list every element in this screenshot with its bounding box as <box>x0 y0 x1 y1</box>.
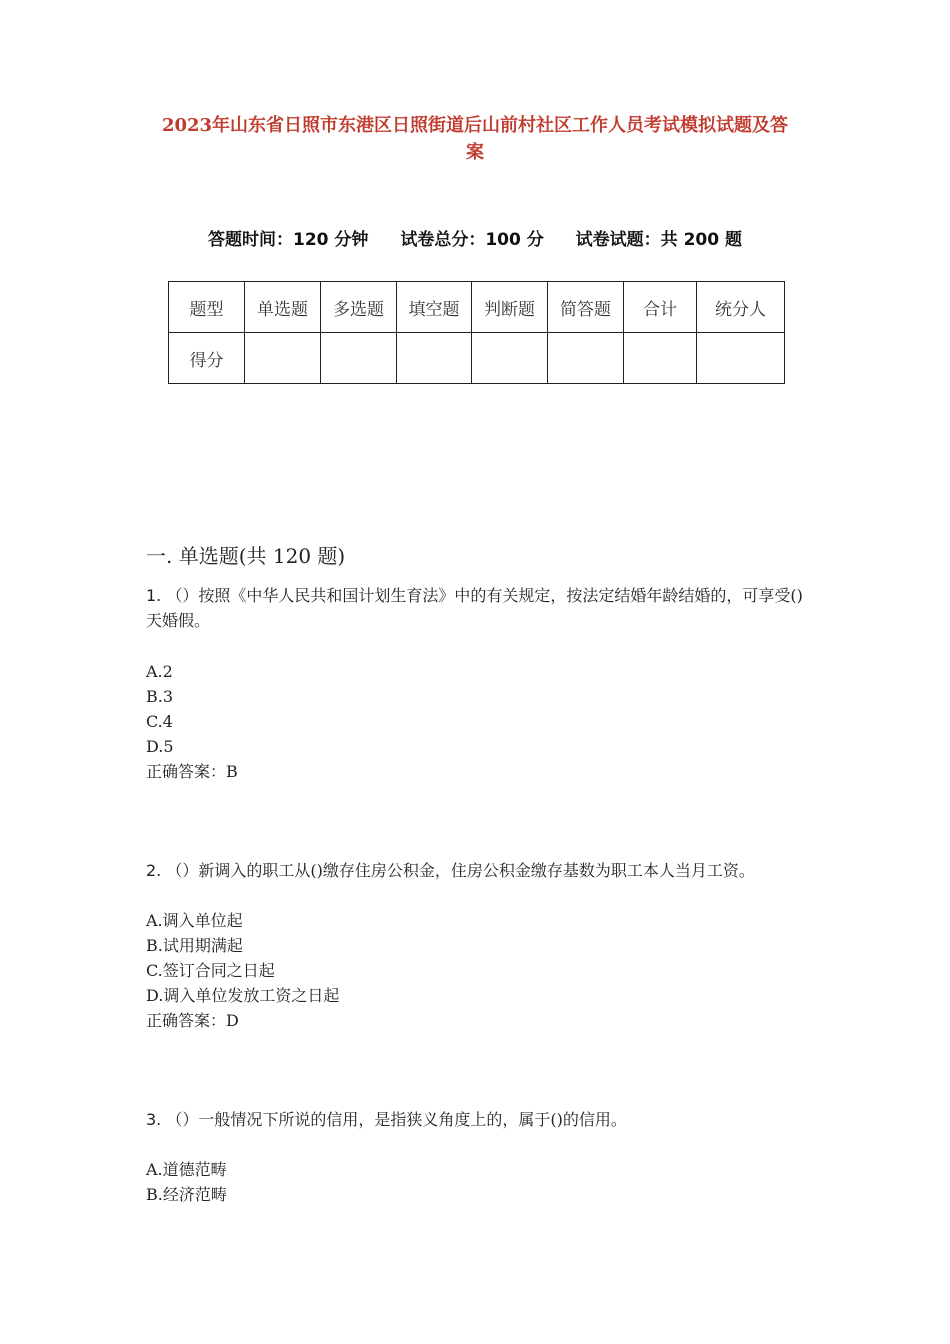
title-line-1: 2023年山东省日照市东港区日照街道后山前村社区工作人员考试模拟试题及答 <box>161 115 789 136</box>
score-cell[interactable] <box>697 333 785 384</box>
question-2 <box>146 858 816 883</box>
option-a: A.2 <box>146 662 173 681</box>
row-label-cell: 得分 <box>169 333 245 384</box>
exam-question-count: 试卷试题：共 200 题 <box>575 230 742 250</box>
question-1 <box>146 583 816 633</box>
score-table-header-row <box>169 282 785 333</box>
option-a: A.调入单位起 <box>146 911 243 930</box>
exam-total-score: 试卷总分：100 分 <box>400 230 544 250</box>
question-number: 2. <box>146 861 162 880</box>
option-b: B.试用期满起 <box>146 936 243 955</box>
header-cell: 判断题 <box>472 282 548 333</box>
header-cell: 题型 <box>169 282 245 333</box>
exam-meta <box>0 225 950 250</box>
option-d: D.5 <box>146 737 174 756</box>
document-title <box>140 112 810 166</box>
score-table-score-row <box>169 333 785 384</box>
option-b: B.经济范畴 <box>146 1185 227 1204</box>
correct-answer: 正确答案：B <box>146 762 238 781</box>
header-cell: 多选题 <box>321 282 397 333</box>
score-table <box>168 281 785 384</box>
question-3 <box>146 1107 816 1132</box>
score-cell[interactable] <box>472 333 548 384</box>
header-cell: 单选题 <box>245 282 321 333</box>
score-cell[interactable] <box>548 333 624 384</box>
option-b: B.3 <box>146 687 174 706</box>
question-text: （）一般情况下所说的信用，是指狭义角度上的，属于()的信用。 <box>166 1110 627 1129</box>
header-cell: 统分人 <box>697 282 785 333</box>
question-number: 3. <box>146 1110 162 1129</box>
score-cell[interactable] <box>397 333 472 384</box>
header-cell: 简答题 <box>548 282 624 333</box>
question-text: （）新调入的职工从()缴存住房公积金，住房公积金缴存基数为职工本人当月工资。 <box>166 861 755 880</box>
header-cell: 合计 <box>624 282 697 333</box>
score-cell[interactable] <box>321 333 397 384</box>
option-c: C.4 <box>146 712 173 731</box>
score-cell[interactable] <box>624 333 697 384</box>
section-title: 一. 单选题(共 120 题) <box>146 544 346 568</box>
title-line-2: 案 <box>466 142 484 163</box>
question-text: （）按照《中华人民共和国计划生育法》中的有关规定，按法定结婚年龄结婚的，可享受()天婚假。 <box>146 586 803 630</box>
option-c: C.签订合同之日起 <box>146 961 275 980</box>
header-cell: 填空题 <box>397 282 472 333</box>
score-cell[interactable] <box>245 333 321 384</box>
exam-time: 答题时间：120 分钟 <box>208 230 369 250</box>
correct-answer: 正确答案：D <box>146 1011 239 1030</box>
question-number: 1. <box>146 586 162 605</box>
option-a: A.道德范畴 <box>146 1160 227 1179</box>
option-d: D.调入单位发放工资之日起 <box>146 986 340 1005</box>
